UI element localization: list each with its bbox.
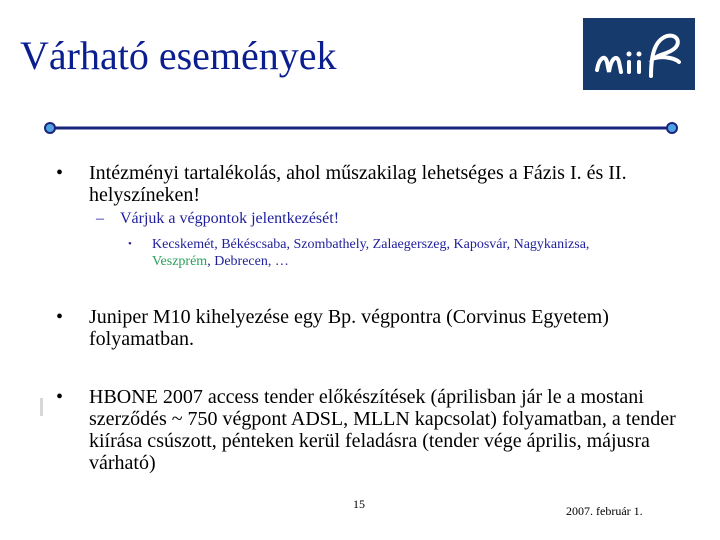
slide-date: 2007. február 1.	[566, 504, 643, 518]
sub-bullet-text: Várjuk a végpontok jelentkezését!	[120, 210, 340, 227]
sub-sub-bullet-dot: •	[128, 238, 132, 250]
bullet-text: HBONE 2007 access tender előkészítések (áprilisban jár le a mostani szerződés ~ 750 végpont ADSL, MLLN kapcsolat) folyamatban, a tender kiírása csúszott, pénteken kerül feladásra (tender vége április, májusra várható)	[89, 386, 676, 474]
page-number: 15	[353, 497, 365, 511]
bullet-text: Intézményi tartalékolás, ahol műszakilag lehetséges a Fázis I. és II. helyszíneken!	[89, 162, 627, 206]
bullet-item-1	[56, 162, 676, 206]
city-highlight: Veszprém	[152, 254, 208, 269]
sub-sub-bullet-item	[128, 236, 648, 270]
sub-bullet-item	[96, 210, 676, 228]
sub-bullet-dash: –	[96, 210, 104, 227]
bullet-dot: •	[56, 306, 64, 328]
city-list-end: , Debrecen, …	[207, 254, 289, 269]
edge-mark	[40, 398, 43, 416]
bullet-item-3	[56, 386, 676, 474]
bullet-dot: •	[56, 162, 64, 184]
niif-logo	[583, 18, 695, 90]
sub-sub-bullet-text	[128, 236, 648, 270]
title-divider	[44, 121, 678, 135]
bullet-text: Juniper M10 kihelyezése egy Bp. végpontra (Corvinus Egyetem) folyamatban.	[89, 306, 609, 350]
slide-title: Várható események	[20, 33, 337, 78]
bullet-dot: •	[56, 386, 64, 408]
city-list-start: Kecskemét, Békéscsaba, Szombathely, Zalaegerszeg, Kaposvár, Nagykanizsa,	[152, 237, 590, 252]
bullet-item-2	[56, 306, 676, 350]
